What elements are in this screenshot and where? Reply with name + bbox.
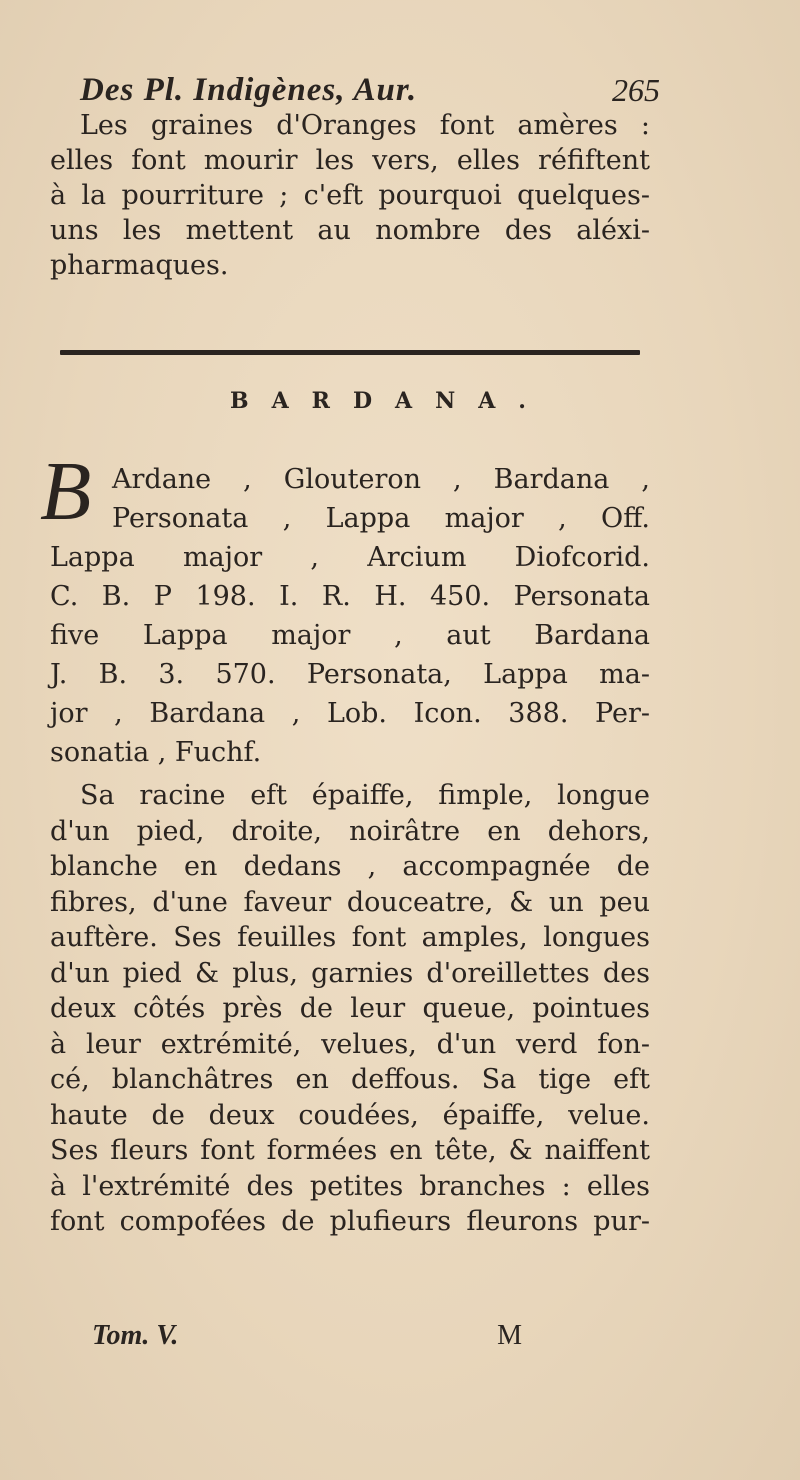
section-heading: BARDANA.: [230, 388, 549, 414]
description-paragraph: [50, 778, 650, 1240]
gathering-signature: M: [497, 1320, 522, 1351]
page-number: 265: [612, 72, 660, 108]
text-line: C. B. P 198. I. R. H. 450. Personata: [50, 581, 650, 612]
section-divider: [60, 350, 640, 355]
text-line: deux côtés près de leur queue, pointues: [50, 993, 650, 1024]
text-line: auftère. Ses feuilles font amples, longues: [50, 922, 650, 953]
text-line: five Lappa major , aut Bardana: [50, 620, 650, 651]
text-line: d'un pied, droite, noirâtre en dehors,: [50, 815, 650, 847]
intro-paragraph: [50, 108, 650, 283]
volume-signature: Tom. V.: [92, 1320, 179, 1351]
text-line: pharmaques.: [50, 250, 229, 281]
text-line: Les graines d'Oranges font amères :: [80, 110, 650, 141]
text-line: sonatia , Fuchf.: [50, 737, 262, 768]
running-title: Des Pl. Indigènes, Aur.: [80, 72, 418, 108]
text-line: Ses fleurs font formées en tête, & naiffent: [50, 1135, 650, 1166]
text-line: jor , Bardana , Lob. Icon. 388. Per-: [50, 698, 650, 729]
text-line: d'un pied & plus, garnies d'oreillettes des: [50, 957, 650, 989]
page-footer: [92, 1320, 522, 1364]
text-line: fibres, d'une faveur douceatre, & un peu: [50, 886, 650, 918]
text-line: Personata , Lappa major , Off.: [112, 503, 650, 534]
text-line: haute de deux coudées, épaiffe, velue.: [50, 1099, 650, 1131]
text-line: à l'extrémité des petites branches : elles: [50, 1170, 650, 1202]
text-line: elles font mourir les vers, elles réfiftent: [50, 145, 650, 176]
text-line: Sa racine eft épaiffe, fimple, longue: [80, 780, 650, 811]
text-line: cé, blanchâtres en deffous. Sa tige eft: [50, 1064, 650, 1095]
text-line: Lappa major , Arcium Diofcorid.: [50, 542, 650, 573]
text-line: Ardane , Glouteron , Bardana ,: [112, 464, 650, 495]
text-line: à la pourriture ; c'eft pourquoi quelques-: [50, 180, 650, 211]
text-line: J. B. 3. 570. Personata, Lappa ma-: [50, 659, 650, 690]
text-line: font compofées de plufieurs fleurons pur-: [50, 1206, 650, 1237]
text-line: blanche en dedans , accompagnée de: [50, 851, 650, 882]
text-line: uns les mettent au nombre des aléxi-: [50, 215, 650, 246]
text-line: à leur extrémité, velues, d'un verd fon-: [50, 1028, 650, 1060]
synonym-entry: [50, 460, 650, 772]
drop-capital: B: [40, 445, 92, 538]
